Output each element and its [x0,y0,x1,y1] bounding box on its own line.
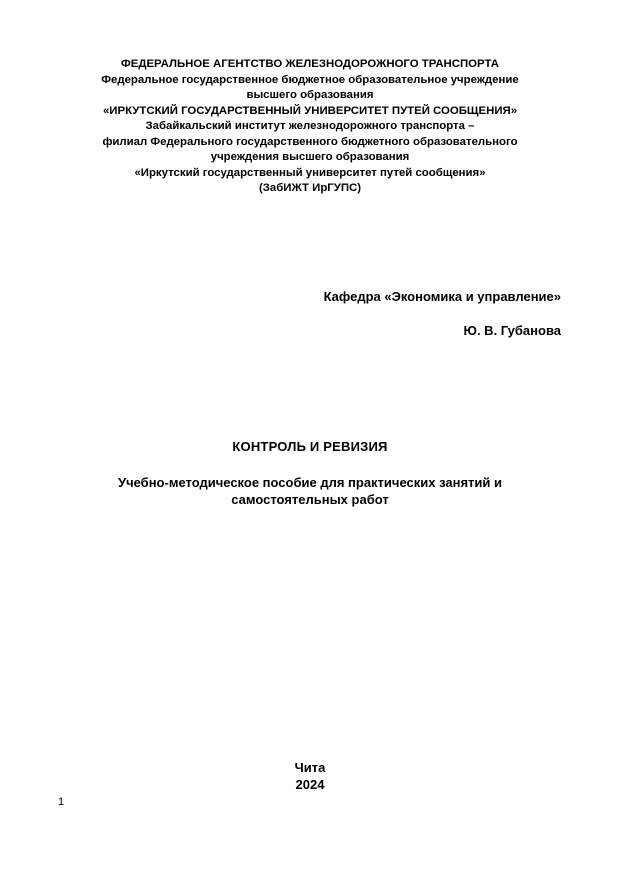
header-line-university: «ИРКУТСКИЙ ГОСУДАРСТВЕННЫЙ УНИВЕРСИТЕТ ПУТЕЙ СООБЩЕНИЯ» [102,104,518,117]
institution-header [40,57,580,197]
subtitle-line-2: самостоятельных работ [231,492,389,507]
header-line-branch: филиал Федерального государственного бюджетного образовательного [102,135,518,148]
publication-place [0,759,620,793]
department-name: Кафедра «Экономика и управление» [323,289,561,304]
publication-year: 2024 [295,777,325,792]
header-line-university-full: «Иркутский государственный университет путей сообщения» [134,166,486,179]
document-subtitle [0,474,620,508]
page-number: 1 [58,796,65,808]
header-line-branch-cont: учреждения высшего образования [210,151,410,163]
header-line-institute: Забайкальский институт железнодорожного транспорта – [145,120,475,132]
header-line-abbreviation: (ЗабИЖТ ИрГУПС) [258,182,362,194]
city-name: Чита [294,760,326,775]
header-line-agency: ФЕДЕРАЛЬНОЕ АГЕНТСТВО ЖЕЛЕЗНОДОРОЖНОГО ТРАНСПОРТА [121,58,499,70]
header-line-education-level: высшего образования [246,89,374,101]
subtitle-line-1: Учебно-методическое пособие для практических занятий и [117,475,503,490]
author-name: Ю. В. Губанова [463,323,561,338]
document-title: КОНТРОЛЬ И РЕВИЗИЯ [232,439,388,454]
header-line-institution-type: Федеральное государственное бюджетное образовательное учреждение [101,73,519,86]
